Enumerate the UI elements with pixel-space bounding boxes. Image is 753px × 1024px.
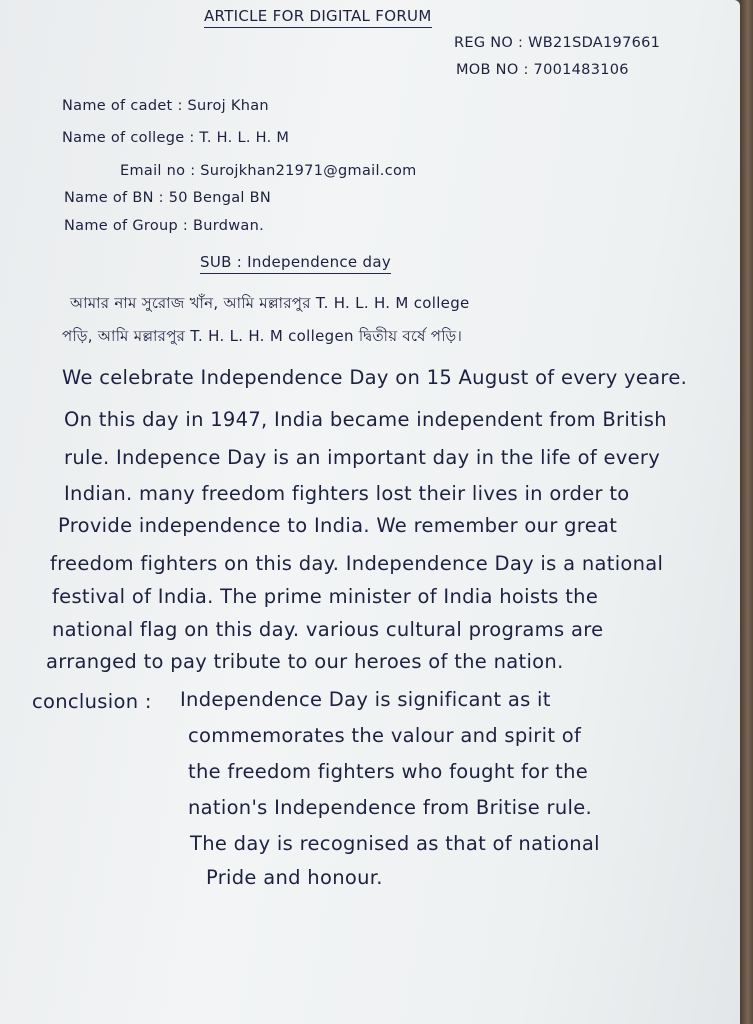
body-line: festival of India. The prime minister of India hoists the — [52, 585, 599, 608]
conclusion-line: Independence Day is significant as it — [180, 688, 551, 711]
registration-number: REG NO : WB21SDA197661 — [454, 35, 661, 51]
conclusion-line: The day is recognised as that of national — [190, 832, 600, 855]
conclusion-line: commemorates the valour and spirit of — [188, 724, 582, 747]
conclusion-label: conclusion : — [32, 690, 152, 713]
body-line: freedom fighters on this day. Independence Day is a national — [50, 552, 664, 575]
body-line: We celebrate Independence Day on 15 August of every yeare. — [62, 366, 688, 389]
subject-heading: SUB : Independence day — [200, 253, 391, 274]
body-line: Provide independence to India. We remember our great — [58, 514, 618, 537]
article-title: ARTICLE FOR DIGITAL FORUM — [204, 7, 432, 28]
body-line: rule. Indepence Day is an important day in the life of every — [64, 446, 661, 469]
bengali-line: পড়ি, আমি মল্লারপুর T. H. L. H. M collegen দ্বিতীয় বর্ষে পড়ি। — [62, 327, 463, 345]
battalion-name: Name of BN : 50 Bengal BN — [64, 190, 272, 206]
conclusion-line: the freedom fighters who fought for the — [188, 760, 589, 783]
body-line: On this day in 1947, India became independent from British — [64, 408, 667, 431]
table-edge — [740, 0, 753, 1024]
body-line: arranged to pay tribute to our heroes of the nation. — [46, 650, 564, 673]
group-name: Name of Group : Burdwan. — [64, 218, 265, 234]
email-address: Email no : Surojkhan21971@gmail.com — [120, 163, 417, 179]
conclusion-line: Pride and honour. — [206, 866, 383, 889]
college-name: Name of college : T. H. L. H. M — [62, 130, 290, 146]
cadet-name: Name of cadet : Suroj Khan — [62, 98, 269, 114]
body-line: national flag on this day. various cultural programs are — [52, 618, 604, 641]
body-line: Indian. many freedom fighters lost their lives in order to — [64, 482, 630, 505]
mobile-number: MOB NO : 7001483106 — [456, 62, 629, 78]
bengali-line: আমার নাম সুরোজ খাঁন, আমি মল্লারপুর T. H. L. H. M college — [70, 294, 470, 312]
conclusion-line: nation's Independence from Britise rule. — [188, 796, 593, 819]
